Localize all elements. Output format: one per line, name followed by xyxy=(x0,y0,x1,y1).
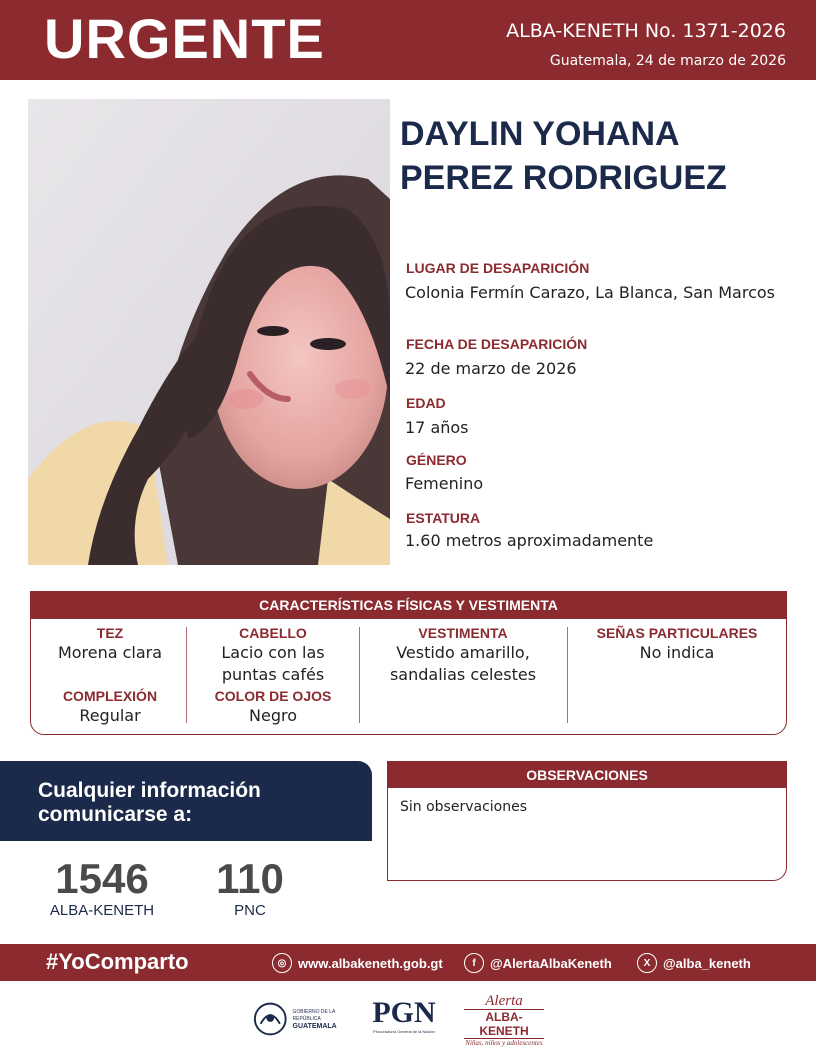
ojos-value: Negro xyxy=(249,706,297,725)
observations-text: Sin observaciones xyxy=(400,799,528,815)
senas-column xyxy=(571,624,783,664)
fecha-value: 22 de marzo de 2026 xyxy=(405,359,577,378)
ojos-column xyxy=(191,687,355,727)
complexion-column xyxy=(35,687,185,727)
missing-person-photo xyxy=(28,99,390,565)
column-divider xyxy=(359,627,360,723)
ojos-label: COLOR DE OJOS xyxy=(214,688,332,704)
vestimenta-value-line-1: Vestido amarillo, xyxy=(396,643,530,662)
lugar-label: LUGAR DE DESAPARICIÓN xyxy=(406,260,590,276)
cabello-value-line-2: puntas cafés xyxy=(221,665,325,684)
footer-bar xyxy=(0,944,816,981)
name-line-1: DAYLIN YOHANA xyxy=(400,115,680,153)
cabello-value-line-1: Lacio con las xyxy=(221,643,325,662)
phone-alba-keneth[interactable]: 1546 xyxy=(55,855,149,902)
column-divider xyxy=(567,627,568,723)
pgn-subtitle: Procuraduría General de la Nación xyxy=(373,1029,435,1034)
lugar-value: Colonia Fermín Carazo, La Blanca, San Marcos xyxy=(405,283,776,302)
person-name xyxy=(400,112,800,200)
fecha-label: FECHA DE DESAPARICIÓN xyxy=(406,336,588,352)
pgn-logo xyxy=(364,997,444,1041)
phone-pnc[interactable]: 110 xyxy=(216,855,284,902)
facebook-text: @AlertaAlbaKeneth xyxy=(490,955,612,971)
header-bar xyxy=(0,0,816,80)
name-line-2: PEREZ RODRIGUEZ xyxy=(400,159,727,197)
vestimenta-label: VESTIMENTA xyxy=(418,625,508,641)
observations-heading: OBSERVACIONES xyxy=(388,762,786,788)
x-icon: X xyxy=(637,953,657,973)
contact-text xyxy=(38,779,358,827)
gov-text-1: GOBIERNO DE LA REPÚBLICA xyxy=(292,1008,336,1022)
alert-number: ALBA-KENETH No. 1371-2026 xyxy=(506,20,786,42)
x-text: @alba_keneth xyxy=(663,955,751,971)
senas-value: No indica xyxy=(639,643,715,662)
tez-value: Morena clara xyxy=(57,643,163,662)
complexion-label: COMPLEXIÓN xyxy=(62,688,158,704)
contact-banner xyxy=(0,761,372,841)
phone-alba-keneth-label: ALBA-KENETH xyxy=(49,902,155,919)
genero-value: Femenino xyxy=(405,474,484,493)
estatura-value: 1.60 metros aproximadamente xyxy=(405,531,654,550)
guatemala-seal-icon xyxy=(252,1000,289,1038)
facebook-icon: f xyxy=(464,953,484,973)
hashtag: #YoComparto xyxy=(46,949,189,974)
urgent-title: URGENTE xyxy=(44,7,325,70)
vestimenta-value-line-2: sandalias celestes xyxy=(389,665,537,684)
government-logo xyxy=(252,999,362,1039)
alba-text: ALBA-KENETH xyxy=(464,1009,544,1039)
characteristics-panel xyxy=(30,591,787,735)
alba-keneth-logo xyxy=(464,993,544,1047)
website-link[interactable] xyxy=(272,953,443,973)
globe-icon: ◎ xyxy=(272,953,292,973)
observations-panel xyxy=(387,761,787,881)
vestimenta-column xyxy=(363,624,563,686)
tez-column xyxy=(35,624,185,664)
tez-label: TEZ xyxy=(96,625,124,641)
contact-line-1: Cualquier información xyxy=(38,779,261,802)
alba-subtitle: Niñas, niños y adolescentes xyxy=(465,1039,543,1047)
x-link[interactable] xyxy=(637,953,751,973)
genero-label: GÉNERO xyxy=(406,452,467,468)
pgn-text: PGN xyxy=(372,996,436,1029)
cabello-column xyxy=(191,624,355,686)
gov-text-2: GUATEMALA xyxy=(292,1022,337,1030)
edad-value: 17 años xyxy=(405,418,469,437)
phone-pnc-label: PNC xyxy=(234,902,266,919)
website-text: www.albakeneth.gob.gt xyxy=(298,955,443,971)
contact-line-2: comunicarse a: xyxy=(38,803,193,826)
logos-row xyxy=(0,993,816,1047)
facebook-link[interactable] xyxy=(464,953,612,973)
column-divider xyxy=(186,627,187,723)
alerta-text: Alerta xyxy=(485,993,523,1009)
senas-label: SEÑAS PARTICULARES xyxy=(596,625,758,641)
portrait-image xyxy=(28,99,390,565)
complexion-value: Regular xyxy=(79,706,141,725)
edad-label: EDAD xyxy=(406,395,446,411)
characteristics-heading: CARACTERÍSTICAS FÍSICAS Y VESTIMENTA xyxy=(31,592,786,619)
cabello-label: CABELLO xyxy=(239,625,307,641)
alert-date: Guatemala, 24 de marzo de 2026 xyxy=(549,53,786,69)
estatura-label: ESTATURA xyxy=(406,510,481,526)
